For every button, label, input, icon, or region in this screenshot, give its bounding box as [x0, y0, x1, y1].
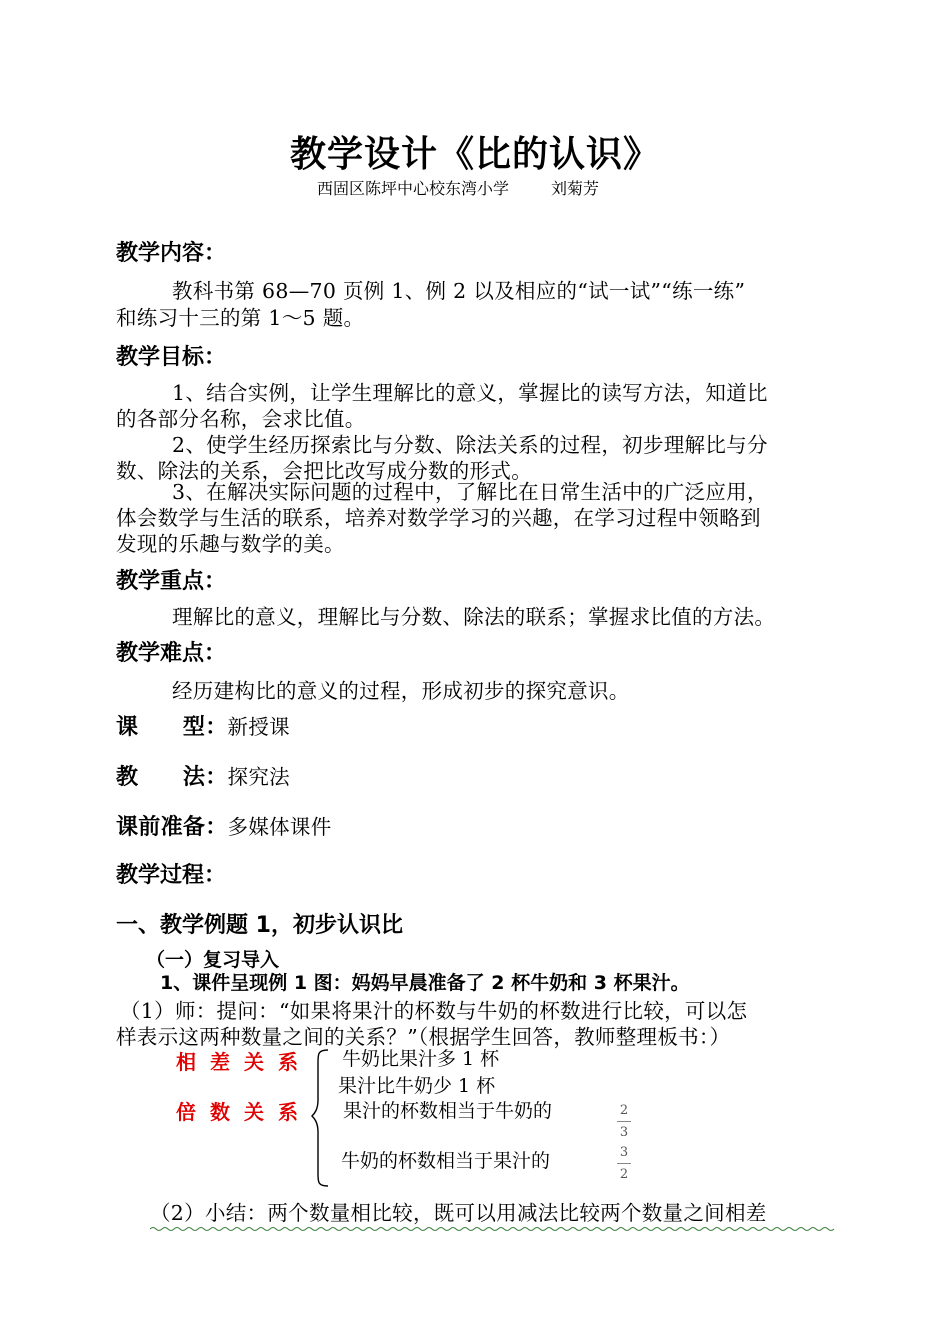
question-line-2: 样表示这两种数量之间的关系？”（根据学生回答，教师整理板书：）	[116, 1025, 731, 1049]
difference-relation-label: 相差关系	[176, 1050, 312, 1074]
fraction-bar	[617, 1163, 631, 1164]
author-name: 刘菊芳	[551, 179, 600, 198]
goal-line-7: 发现的乐趣与数学的美。	[116, 532, 345, 556]
fraction-numerator: 3	[619, 1145, 629, 1160]
content-line-2: 和练习十三的第 1～5 题。	[116, 306, 365, 330]
question-line-1: （1）师：提问：“如果将果汁的杯数与牛奶的杯数进行比较，可以怎	[120, 999, 748, 1023]
relation-2: 果汁比牛奶少 1 杯	[338, 1075, 496, 1097]
content-line-1: 教科书第 68—70 页例 1、例 2 以及相应的“试一试”“练一练”	[172, 279, 746, 303]
goal-line-5: 3、在解决实际问题的过程中，了解比在日常生活中的广泛应用，	[172, 480, 768, 504]
curly-brace	[310, 1048, 334, 1188]
fraction-three-halves	[616, 1144, 632, 1183]
type-row	[116, 710, 290, 741]
page-title: 教学设计《比的认识》	[289, 133, 660, 175]
method-value: 探究法	[227, 765, 290, 789]
goal-line-6: 体会数学与生活的联系，培养对数学学习的兴趣，在学习过程中领略到	[116, 506, 761, 530]
relation-4: 牛奶的杯数相当于果汁的	[341, 1150, 551, 1172]
fraction-denominator: 2	[619, 1167, 629, 1182]
prep-row	[116, 810, 332, 841]
goals-heading: 教学目标：	[116, 345, 227, 370]
difficult-text: 经历建构比的意义的过程，形成初步的探究意识。	[172, 679, 630, 703]
content-heading: 教学内容：	[116, 241, 227, 266]
fraction-denominator: 3	[619, 1125, 629, 1140]
multiple-relation-label: 倍数关系	[176, 1100, 312, 1124]
fraction-bar	[617, 1121, 631, 1122]
goal-line-3: 2、使学生经历探索比与分数、除法关系的过程，初步理解比与分	[172, 433, 768, 457]
relation-3: 果汁的杯数相当于牛奶的	[343, 1100, 553, 1122]
method-row	[116, 760, 290, 791]
goal-line-4: 数、除法的关系，会把比改写成分数的形式。	[116, 459, 532, 483]
author-line	[317, 176, 599, 199]
section1-item1: 1、课件呈现例 1 图：妈妈早晨准备了 2 杯牛奶和 3 杯果汁。	[160, 972, 690, 994]
key-text: 理解比的意义，理解比与分数、除法的联系；掌握求比值的方法。	[172, 605, 776, 629]
author-school: 西固区陈坪中心校东湾小学	[317, 179, 510, 198]
process-heading: 教学过程：	[116, 863, 227, 888]
grammar-underline	[150, 1226, 840, 1232]
section1-sub: （一）复习导入	[146, 949, 280, 971]
prep-value: 多媒体课件	[227, 815, 332, 839]
fraction-two-thirds	[616, 1102, 632, 1141]
method-label: 教 法：	[116, 765, 228, 790]
type-value: 新授课	[227, 715, 290, 739]
summary-line: （2）小结：两个数量相比较，既可以用减法比较两个数量之间相差	[150, 1201, 767, 1225]
key-heading: 教学重点：	[116, 569, 227, 594]
relation-1: 牛奶比果汁多 1 杯	[342, 1048, 500, 1070]
fraction-numerator: 2	[619, 1103, 629, 1118]
section1-heading: 一、教学例题 1，初步认识比	[116, 913, 403, 938]
goal-line-2: 的各部分名称，会求比值。	[116, 407, 366, 431]
type-label: 课 型：	[116, 715, 228, 740]
difficult-heading: 教学难点：	[116, 641, 227, 666]
prep-label: 课前准备：	[116, 815, 228, 840]
goal-line-1: 1、结合实例，让学生理解比的意义，掌握比的读写方法，知道比	[172, 381, 768, 405]
